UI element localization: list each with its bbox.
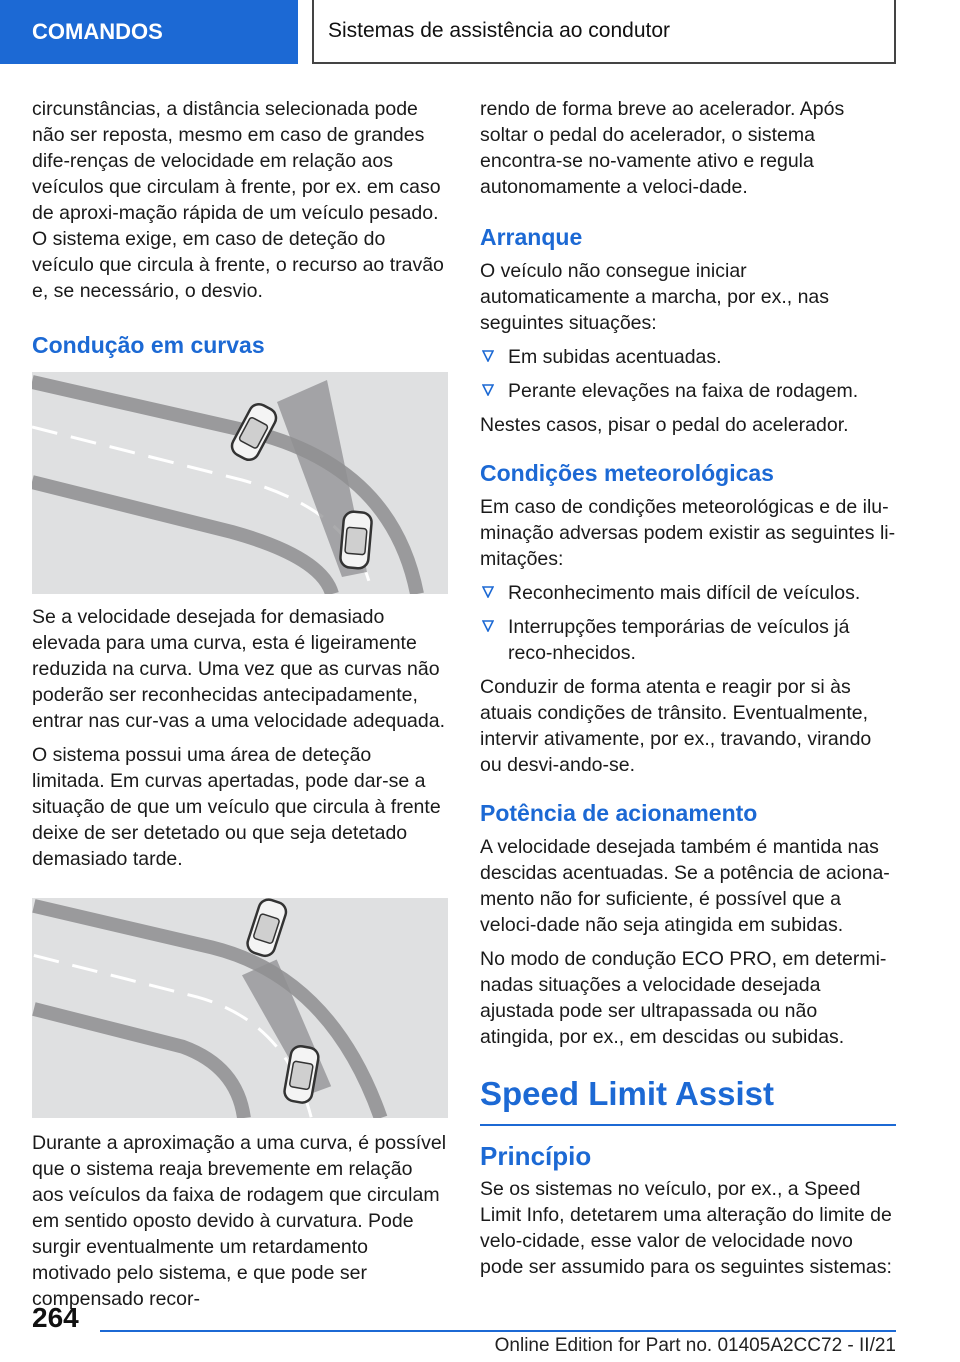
list-item bbox=[480, 344, 896, 370]
bullet-text: Reconhecimento mais difícil de veículos. bbox=[508, 582, 861, 604]
paragraph-intro: circunstâncias, a distância selecionada pode não ser reposta, mesmo em caso de grandes dife-renças de velocidade em relação aos veículos que circulam à frente, por ex. em caso de aproxi-mação rápida de um veículo pesado. O sistema exige, em caso de deteção do veículo que circula à frente, o recurso ao travão e, se necessário, o desvio. bbox=[32, 98, 444, 302]
header-chapter-label: Sistemas de assistência ao condutor bbox=[328, 19, 671, 42]
bullet-triangle-icon bbox=[482, 620, 494, 632]
paragraph-start-2: Nestes casos, pisar o pedal do acelerador. bbox=[480, 414, 849, 436]
paragraph-weather-1: Em caso de condições meteorológicas e de ilu-minação adversas podem existir as seguintes li-mitações: bbox=[480, 496, 896, 570]
curve-illustration-1 bbox=[32, 372, 448, 594]
bullet-triangle-icon bbox=[482, 384, 494, 396]
paragraph-principle-1: Se os sistemas no veículo, por ex., a Speed Limit Info, detetarem uma alteração do limite de velo-cidade, esse valor de velocidade novo pode ser assumido para os seguintes sistemas: bbox=[480, 1178, 892, 1278]
heading-principle: Princípio bbox=[480, 1141, 592, 1171]
paragraph-power-1: A velocidade desejada também é mantida nas descidas acentuadas. Se a potência de aciona-mento não for suficiente, é possível que a veloci-dade não seja atingida em subidas. bbox=[480, 836, 890, 936]
bullet-text: Em subidas acentuadas. bbox=[508, 346, 722, 368]
list-item bbox=[480, 580, 896, 606]
header-section-label: COMANDOS bbox=[32, 19, 163, 44]
bullet-triangle-icon bbox=[482, 586, 494, 598]
title-speed-limit-assist: Speed Limit Assist bbox=[480, 1074, 896, 1126]
paragraph-power-2: No modo de condução ECO PRO, em determi-nadas situações a velocidade desejada ajustada pode ser ultrapassada ou não atingida, por ex., em descidas ou subidas. bbox=[480, 948, 887, 1048]
paragraph-curves-1: Se a velocidade desejada for demasiado elevada para uma curva, esta é ligeiramente reduzida na curva. Uma vez que as curvas não poderão ser reconhecidas antecipadamente, entrar nas cur-vas a uma velocidade adequada. bbox=[32, 606, 446, 732]
curve-illustration-2 bbox=[32, 898, 448, 1118]
paragraph-curves-3: Durante a aproximação a uma curva, é possível que o sistema reaja brevemente em relação aos veículos da faixa de rodagem que circulam em sentido oposto devido à curvatura. Pode surgir eventualmente um retardamento motivado pelo sistema, e que pode ser compensado recor- bbox=[32, 1132, 447, 1310]
list-item bbox=[480, 378, 896, 404]
paragraph-curves-2: O sistema possui uma área de deteção limitada. Em curvas apertadas, pode dar-se a situação de que um veículo que circula à frente deixe de ser detetado ou que seja detetado demasiado tarde. bbox=[32, 744, 441, 870]
bullet-text: Interrupções temporárias de veículos já reco-nhecidos. bbox=[508, 616, 850, 664]
paragraph-start-1: O veículo não consegue iniciar automaticamente a marcha, por ex., nas seguintes situações: bbox=[480, 260, 830, 334]
start-bullet-list bbox=[480, 344, 896, 404]
heading-curves: Condução em curvas bbox=[32, 332, 265, 358]
footer-edition: Online Edition for Part no. 01405A2CC72 - II/21 bbox=[494, 1335, 896, 1356]
bullet-text: Perante elevações na faixa de rodagem. bbox=[508, 380, 859, 402]
heading-start: Arranque bbox=[480, 224, 583, 250]
weather-bullet-list bbox=[480, 580, 896, 666]
footer-divider bbox=[100, 1330, 896, 1332]
list-item bbox=[480, 614, 896, 666]
left-column bbox=[32, 96, 448, 1320]
header-section-tab bbox=[0, 0, 298, 64]
bullet-triangle-icon bbox=[482, 350, 494, 362]
header-chapter-tab bbox=[312, 0, 896, 64]
paragraph-weather-2: Conduzir de forma atenta e reagir por si às atuais condições de trânsito. Eventualmente, intervir ativamente, por ex., travando, virando ou desvi-ando-se. bbox=[480, 676, 872, 776]
page-number: 264 bbox=[32, 1302, 79, 1333]
right-column bbox=[480, 96, 896, 1288]
heading-power: Potência de acionamento bbox=[480, 800, 758, 826]
paragraph-continuation: rendo de forma breve ao acelerador. Após soltar o pedal do acelerador, o sistema encontra-se no-vamente ativo e regula autonomamente a veloci-dade. bbox=[480, 98, 845, 198]
heading-weather: Condições meteorológicas bbox=[480, 460, 774, 486]
